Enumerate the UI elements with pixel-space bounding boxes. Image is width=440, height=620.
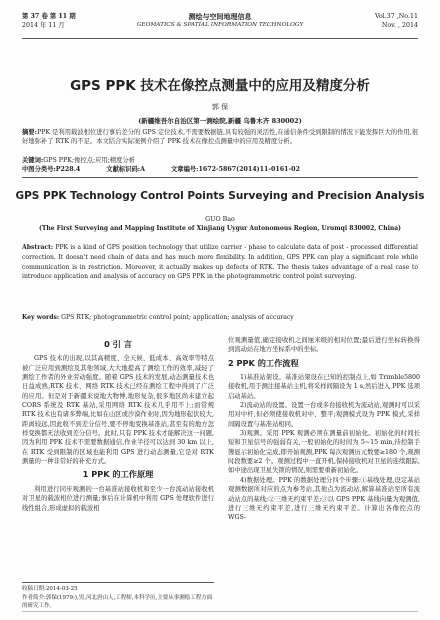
abstract-cn-text: PPK 是利用载波相位进行事后差分的 GPS 定位技术,不需要数据链,具有较强的灵活性,在通信条件受到限制的情况下能发挥巨大的作用,很好地弥补了 RTK 的不足。本文结合实际案例介绍了 PPK 技术在像控点测量中的应用及精度分析。 [22, 129, 418, 146]
body-column-right [228, 336, 420, 523]
section-heading-intro: 0 引 言 [104, 339, 132, 349]
footnote-author-bio: 作者简介:郭保(1979-),男,河北唐山人,工程师,本科学历,主要从事测绘工程方面的研究工作。 [22, 594, 213, 610]
date-cn: 2014 年 11 月 [22, 22, 65, 29]
abstract-en-text: PPK is a kind of GPS position technology that utilize carrier - phase to calculate data of post - processed differential correction. It doesn't need chain of data and has much more flexibility. In addition, GPS PPK can play a significant role while communication is in restriction. Moreover, it actually makes up defects of RTK. The thesis takes advantage of a real case to introduce application and analysis of accuracy on GPS PPK in the photogrammetric control point surveying. [22, 244, 418, 281]
date-en: Nov. , 2014 [381, 22, 418, 29]
paragraph-base-station: 1)基准站架设。基准站架设在已知的控制点上,如 Trimble5800 接收机,用于测注接基站主机,将采样间隔设为 1 s,然后进入 PPK 选项启动基站。 [228, 374, 420, 400]
abstract-en [22, 243, 418, 282]
keywords-en-label: Key words: [22, 314, 60, 321]
header-center [22, 12, 418, 30]
footnote [22, 582, 214, 611]
paper-title-en: GPS PPK Technology Control Points Surveying and Precision Analysis [15, 190, 425, 202]
keywords-cn-text: GPS PPK;像控点;应用;精度分析 [43, 157, 136, 164]
abstract-cn-label: 摘要: [22, 129, 37, 136]
journal-name-en: GEOMATICS & SPATIAL INFORMATION TECHNOLOGY [136, 22, 304, 28]
clc-number: 中图分类号:P228.4 [22, 166, 81, 173]
volume-en: Vol.37 ,No.11 [375, 13, 418, 20]
footnote-received: 收稿日期:2014-03-25 [22, 586, 78, 592]
section-heading-workflow: 2 PPK 的工作流程 [228, 357, 299, 368]
keywords-en [22, 313, 418, 322]
author-en: GUO Bao [205, 216, 235, 223]
paragraph-principle: 利用进行同步观测的一台基准站接收机和至少一台流动站接收机对卫星的载波相位进行测量;事后在计算机中利用 GPS 处理软件进行线性组合,形成虚拟的载波相 [22, 485, 214, 512]
journal-name-cn: 测绘与空间地理信息 [188, 12, 252, 21]
document-code: 文献标识码:A [106, 166, 145, 173]
paragraph-continued: 位观测量值,确定接收机之间厘米级的相对位置;最后进行坐标转换得到流动站在地方坐标系中的坐标。 [228, 337, 420, 354]
section-heading-principle: 1 PPK 的工作原理 [82, 469, 154, 480]
bottom-rule [22, 611, 418, 612]
paragraph-observation: 3)观测。采用 PPK 观测必须在测量前初始化。初始化的时间长短和卫星信号的强弱有关,一般初始化的时间为 5~15 min,待控制手簿显示初始化完成,即开始观测,PPK 每次观测历元数要≥180 个,观测时段数要≥2 个。观测过程中一直开机,保持接收机对卫星的连续跟踪,如中途出现卫星失锁的情况,则需要重新初始化。 [228, 430, 420, 475]
body-column-left [22, 336, 214, 513]
article-number: 文章编号:1672-5867(2014)11-0161-02 [170, 166, 300, 173]
affiliation-cn: (新疆维吾尔自治区第一测绘院,新疆 乌鲁木齐 830002) [138, 117, 302, 125]
paper-title-cn: GPS PPK 技术在像控点测量中的应用及精度分析 [70, 78, 370, 94]
header-right [375, 12, 418, 30]
classification-line [22, 165, 418, 178]
affiliation-en: (The First Surveying and Mapping Institute of Xinjiang Uygur Autonomous Region, Urumqi 830002, China) [39, 225, 401, 232]
abstract-en-label: Abstract: [22, 244, 54, 251]
abstract-cn [22, 128, 418, 147]
keywords-cn-label: 关键词: [22, 157, 44, 164]
keywords-en-text: GPS RTK; photogrammetric control point; application; analysis of accuracy [61, 314, 294, 321]
keywords-cn [22, 156, 418, 165]
paragraph-data-processing: 4)数据处理。PPK 的数据处理分四个步骤:①基线处理,设定基站观测数据所对应的点为参考站,其他点为流动站,解算基准站至所有流动站点的基线;②三维无约束平差;③以 GPS PPK 基线向量为观测值,进行三维无约束平差,进行三维无约束平差。计算出各像控点的 WGS- [228, 476, 420, 522]
running-header [22, 8, 418, 39]
paragraph-rover-setup: 2)流动站的设置。设置一台或多台接收机为流动站,观测时可以采用对中杆,但必须使接收机对中、整平;观测模式设为 PPK 模式,采样间隔设置与基准站相同。 [228, 402, 420, 428]
author-cn: 郭 保 [211, 103, 229, 111]
paragraph-intro: GPS 技术的出现,以其高精度、全天候、低成本、高效率等特点被广泛应用到测绘及其他领域,大大地提高了测绘工作的效率,减轻了测绘工作者的外业劳动强度。随着 GPS 技术的发展,动态测量技术也日益成熟,RTK 技术、网络 RTK 技术已经在测绘工程中得到了广泛的应用。但是对于新疆来说地大物博,地形复杂,很多地区尚未建立起 CORS 系统及 RTK 基站,采用网络 RTK 技术几乎用不上;而常规 RTK 技术也有诸多弊端,比如在山区或沙漠作业时,因为地形起伏较大,距离较远,因此收不到差分信号,要不停地变换基准站,甚至有的地方怎样变换都无法收到差分信号。此时,只有 PPK 技术才能解决这一问题,因为利用 PPK 技术不需要数据通信,作业半径可以达到 30 km 以上,在 RTK 受到限制的区域也能利用 GPS 进行动态测量,它是对 RTK 测量的一种非常好的补充方式。 [22, 355, 214, 466]
volume-cn: 第 37 卷 第 11 期 [22, 13, 76, 20]
